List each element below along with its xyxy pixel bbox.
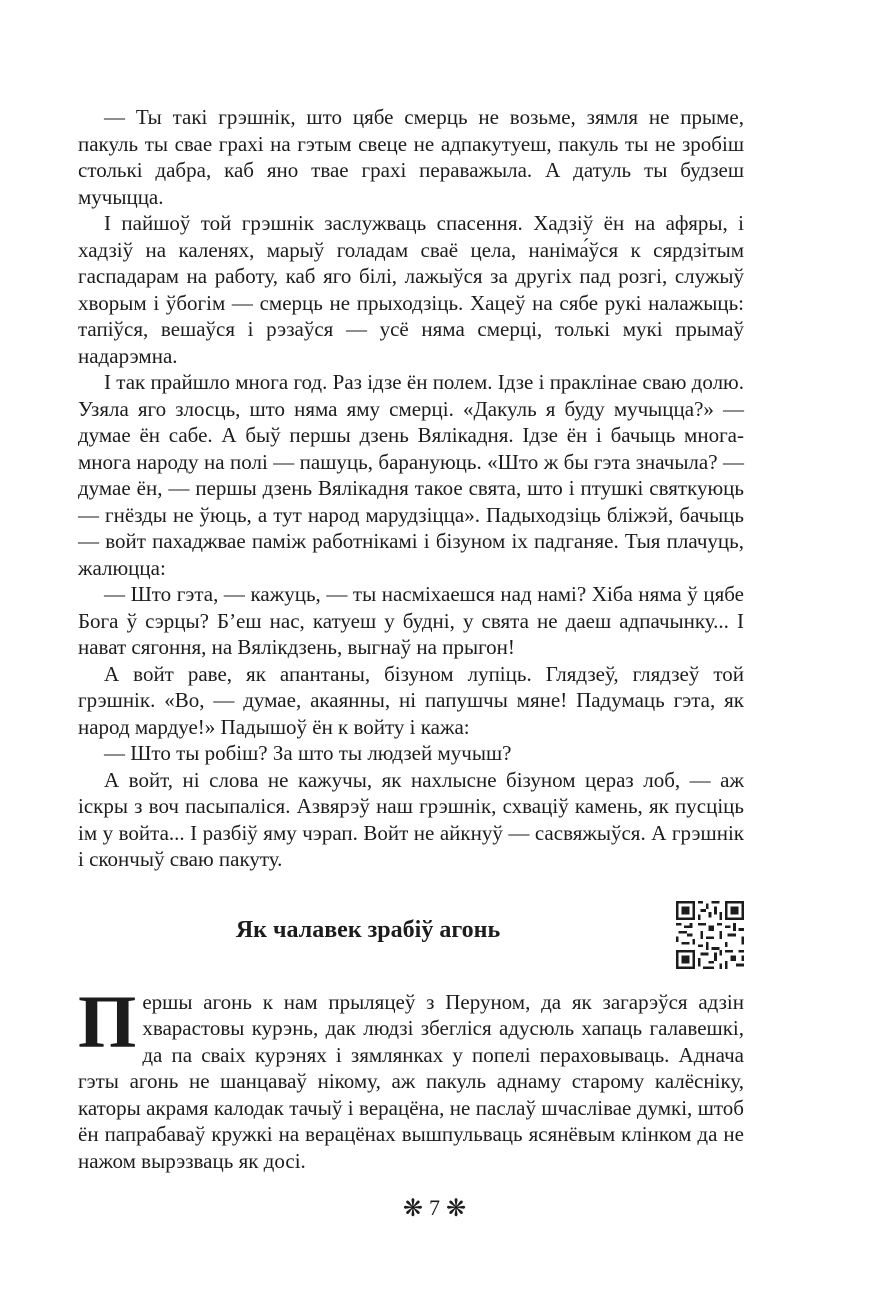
section-paragraph-text: ершы агонь к нам прыляцеў з Перуном, да як загарэўся адзін хварастовы курэнь, дак людзі збегліся адусюль хапаць галавешкі, да па сваіх курэнях і зямлянках у попелі пераховываць. Аднача гэты агонь не шанцаваў нікому, аж пакуль аднаму старому калёсніку, каторы акрамя калодак тачыў і верацёна, не паслаў шчаслівае думкі, штоб ён папрабаваў кружкі на верацёнах вышпульваць ясянёвым клінком да не нажом вырэзваць як досі. [78, 989, 744, 1173]
paragraph: А войт, ні слова не кажучы, як нахлысне бізуном цераз лоб, — аж іскры з воч пасыпаліся. Азвярэў наш грэшнік, схваціў камень, як пусціць ім у войта... І разбіў яму чэрап. Войт не айкнуў — сасвяжыўся. А грэшнік і скончыў сваю пакуту. [78, 767, 744, 871]
ornament-right-icon: ❋ [446, 1196, 467, 1222]
paragraph: А войт раве, як апантаны, бізуном лупіць. Глядзеў, глядзеў той грэшнік. «Во, — думае, акаянны, ні папушчы мяне! Падумаць гэта, як народ мардуе!» Падышоў ён к войту і кажа: [78, 661, 744, 739]
dropcap-letter: П [78, 980, 137, 1064]
paragraph: — Што гэта, — кажуць, — ты насміхаешся над намі? Хіба няма ў цябе Бога ў сэрцы? Б’еш нас, катуеш у будні, у свята не даеш адпачынку... І нават сягоння, на Вялікдзень, выгнаў на прыгон! [78, 582, 744, 659]
page-body [78, 104, 744, 1174]
section-first-paragraph [78, 980, 744, 1175]
qr-code-icon[interactable] [676, 901, 744, 969]
page-number: 7 [429, 1195, 440, 1220]
ornament-left-icon: ❋ [402, 1196, 423, 1222]
paragraph: І так прайшло многа год. Раз ідзе ён полем. Ідзе і праклінае сваю долю. Узяла яго злосць, што няма яму смерці. «Дакуль я буду мучыцца?» — думае ён сабе. А быў першы дзень Вялікадня. Ідзе ён і бачыць многа-многа народу на полі — пашуць, барануюць. «Што ж бы гэта значыла? — думае ён, — першы дзень Вялікадня такое свята, што і птушкі святкуюць — гнёзды не ўюць, а тут народ марудзіцца». Падыходзіць бліжэй, бачыць — войт пахаджвае паміж работнікамі і бізуном іх падганяе. Тыя плачуць, жалюцца: [78, 370, 744, 580]
section-header [78, 901, 744, 981]
section-title: Як чалавек зрабіў агонь [235, 916, 501, 943]
paragraph: — Ты такі грэшнік, што цябе смерць не возьме, зямля не прыме, пакуль ты свае грахі на гэтым свеце не адпакутуеш, пакуль ты не зробіш столькі дабра, каб яно тваe грахі пераважыла. А датуль ты будзеш мучыцца. [78, 105, 744, 209]
paragraph: — Што ты робіш? За што ты людзей мучыш? [104, 741, 512, 765]
page-footer [0, 1194, 869, 1223]
paragraph: І пайшоў той грэшнік заслужваць спасення. Хадзіў ён на афяры, і хадзіў на каленях, марыў голадам сваё цела, наніма́ўся к сярдзітым гаспадарам на работу, каб яго білі, лажыўся за другіх пад розгі, служыў хворым і ўбогім — смерць не прыходзіць. Хацеў на сябе рукі налажыць: тапіўся, вешаўся і рэзаўся — усё няма смерці, толькі мукі прымаў надарэмна. [78, 211, 744, 368]
